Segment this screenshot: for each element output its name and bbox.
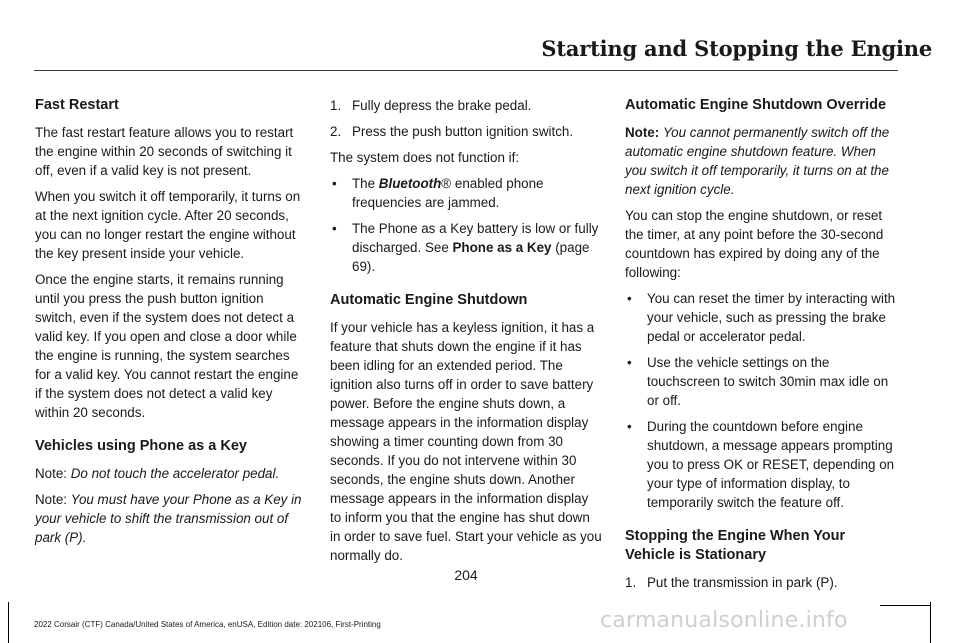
bullet-marker: • xyxy=(627,291,632,306)
paragraph: The system does not function if: xyxy=(330,150,520,165)
step-number: 2. xyxy=(330,124,342,139)
list-item xyxy=(330,174,602,212)
paragraph: The fast restart feature allows you to restart the engine within 20 seconds of switching it off, even if a valid key is not present. xyxy=(35,125,294,178)
column-1 xyxy=(35,96,307,554)
step-number: 1. xyxy=(330,98,342,113)
note xyxy=(625,123,897,199)
column-2 xyxy=(330,96,602,572)
note-text: Do not touch the accelerator pedal. xyxy=(70,466,280,481)
list-item xyxy=(625,353,897,410)
crop-mark xyxy=(930,602,931,643)
column-3 xyxy=(625,96,897,599)
note xyxy=(35,490,307,547)
step-text: Press the push button ignition switch. xyxy=(352,124,574,139)
note xyxy=(35,464,307,483)
step-number: 1. xyxy=(625,575,637,590)
list-item xyxy=(330,219,602,276)
edition-footer: 2022 Corsair (CTF) Canada/United States of America, enUSA, Edition date: 202106, First-Printing xyxy=(34,620,381,629)
bullet-marker: • xyxy=(332,221,337,236)
paragraph: When you switch it off temporarily, it turns on at the next ignition cycle. After 20 seconds, you can no longer restart the engine without the key present inside your vehicle. xyxy=(35,189,301,261)
crop-mark xyxy=(880,605,930,606)
step-text: Fully depress the brake pedal. xyxy=(352,98,532,113)
bullet-text: During the countdown before engine shutdown, a message appears prompting you to press OK or RESET, depending on your type of information display, to temporarily switch the feature off. xyxy=(647,419,895,510)
paragraph: You can stop the engine shutdown, or reset the timer, at any point before the 30-second countdown has expired by doing any of the following: xyxy=(625,208,884,280)
note-text: You cannot permanently switch off the automatic engine shutdown feature. When you switch it off temporarily, it turns on at the next ignition cycle. xyxy=(625,125,890,197)
note-label: Note: xyxy=(35,466,68,481)
bullet-marker: • xyxy=(627,419,632,434)
heading-phone-as-a-key: Vehicles using Phone as a Key xyxy=(35,438,247,454)
list-item xyxy=(330,96,602,115)
watermark: carmanualsonline.info xyxy=(600,608,848,633)
note-label: Note: xyxy=(35,492,68,507)
note-label: Note: xyxy=(625,125,660,140)
bullet-text: You can reset the timer by interacting with your vehicle, such as pressing the brake pedal or accelerator pedal. xyxy=(647,291,896,344)
header-divider xyxy=(34,70,898,71)
list-item xyxy=(625,289,897,346)
heading-stopping-engine-stationary: Stopping the Engine When Your Vehicle is Stationary xyxy=(625,528,846,563)
heading-shutdown-override: Automatic Engine Shutdown Override xyxy=(625,97,887,113)
crop-mark xyxy=(8,602,9,643)
heading-fast-restart: Fast Restart xyxy=(35,97,119,113)
list-item xyxy=(625,417,897,512)
cross-reference-link[interactable]: Phone as a Key xyxy=(452,240,552,255)
step-text: Put the transmission in park (P). xyxy=(647,575,838,590)
bullet-marker: • xyxy=(332,176,337,191)
note-text: You must have your Phone as a Key in your vehicle to shift the transmission out of park (P). xyxy=(35,492,302,545)
bluetooth-term: Bluetooth xyxy=(378,176,442,191)
page-number: 204 xyxy=(454,567,478,583)
bullet-text: The Phone as a Key battery is low or fully discharged. See Phone as a Key (page 69). xyxy=(352,221,599,274)
bullet-text: The Bluetooth® enabled phone frequencies are jammed. xyxy=(352,176,544,210)
list-item xyxy=(330,122,602,141)
bullet-marker: • xyxy=(627,355,632,370)
bullet-text: Use the vehicle settings on the touchscreen to switch 30min max idle on or off. xyxy=(647,355,889,408)
paragraph: Once the engine starts, it remains running until you press the push button ignition switch, even if the system does not detect a valid key. If you open and close a door while the engine is running, the system searches for a valid key. You cannot restart the engine if the system does not detect a valid key within 20 seconds. xyxy=(35,272,299,420)
page-title: Starting and Stopping the Engine xyxy=(541,36,932,61)
heading-automatic-engine-shutdown: Automatic Engine Shutdown xyxy=(330,292,528,308)
paragraph: If your vehicle has a keyless ignition, it has a feature that shuts down the engine if it has been idling for an extended period. The ignition also turns off in order to save battery power. Before the engine shuts down, a message appears in the information display showing a timer counting down from 30 seconds. If you do not intervene within 30 seconds, the engine shuts down. Another message appears in the information display to inform you that the engine has shut down in order to save fuel. Start your vehicle as you normally do. xyxy=(330,320,602,563)
